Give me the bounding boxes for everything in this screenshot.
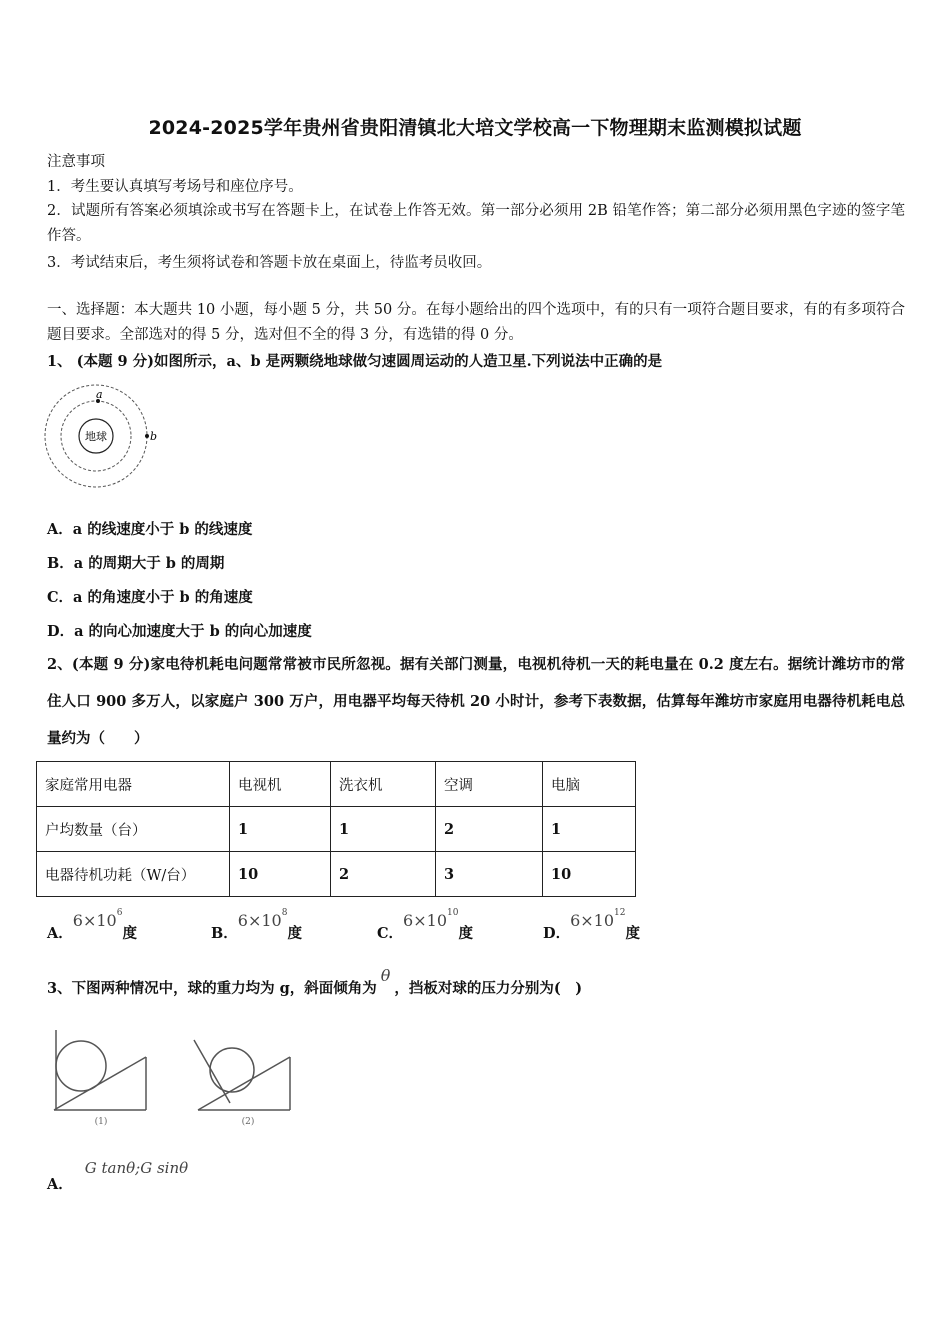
q3-option-a-formula: G tanθ;G sinθ — [84, 1159, 189, 1177]
question-3-stem: 3、下图两种情况中，球的重力均为 g，斜面倾角为θ，挡板对球的压力分别为( ) — [47, 966, 583, 997]
table-cell: 1 — [543, 807, 636, 852]
satellite-b — [145, 434, 149, 438]
table-cell: 1 — [230, 807, 331, 852]
appliance-standby-table — [36, 761, 636, 897]
theta-symbol: θ — [380, 966, 391, 985]
notice-heading: 注意事项 — [47, 154, 105, 170]
figure-1-vertical-board — [54, 1030, 146, 1127]
table-cell: 家庭常用电器 — [37, 762, 230, 807]
figure-1-label: (1) — [94, 1117, 108, 1127]
q1-option-d: D．a 的向心加速度大于 b 的向心加速度 — [47, 623, 312, 640]
table-cell: 1 — [331, 807, 436, 852]
q3-option-a: A．G tanθ;G sinθ — [47, 1159, 189, 1193]
notice-item-2: 2．试题所有答案必须填涂或书写在答题卡上，在试卷上作答无效。第一部分必须用 2B 铅笔作答；第二部分必须用黑色字迹的签字笔作答。 — [47, 203, 905, 244]
table-cell: 电器待机功耗（W/台） — [37, 852, 230, 897]
table-cell: 洗衣机 — [331, 762, 436, 807]
table-cell: 空调 — [436, 762, 543, 807]
table-cell: 户均数量（台） — [37, 807, 230, 852]
table-row — [37, 852, 636, 897]
question-1-stem: 1、 (本题 9 分)如图所示，a、b 是两颗绕地球做匀速圆周运动的人造卫星.下列说法中正确的是 — [47, 353, 663, 370]
earth-label: 地球 — [85, 430, 107, 443]
q1-option-a: A．a 的线速度小于 b 的线速度 — [47, 521, 253, 538]
q2-option-b: B．$6\times 10^8$度 — [211, 908, 302, 942]
table-cell: 3 — [436, 852, 543, 897]
q1-option-c: C．a 的角速度小于 b 的角速度 — [47, 589, 253, 606]
table-cell: 2 — [331, 852, 436, 897]
notice-item-1: 1．考生要认真填写考场号和座位序号。 — [47, 179, 303, 195]
q1-option-b: B．a 的周期大于 b 的周期 — [47, 555, 225, 572]
satellite-orbit-figure — [40, 384, 165, 488]
figure-2-label: (2) — [241, 1117, 255, 1127]
section-1-instructions: 一、选择题：本大题共 10 小题，每小题 5 分，共 50 分。在每小题给出的四个选项中，有的只有一项符合题目要求，有的有多项符合题目要求。全部选对的得 5 分，选对但不全的得 3 分，有选错的得 0 分。 — [47, 302, 905, 343]
q2-option-d: D．$6\times 10^{12}$度 — [543, 908, 640, 942]
q2-option-c: C．$6\times 10^{10}$度 — [377, 908, 473, 942]
table-cell: 10 — [543, 852, 636, 897]
notice-item-3: 3．考试结束后，考生须将试卷和答题卡放在桌面上，待监考员收回。 — [47, 255, 492, 271]
question-2-stem: 2、(本题 9 分)家电待机耗电问题常常被市民所忽视。据有关部门测量，电视机待机一天的耗电量在 0.2 度左右。据统计潍坊市的常住人口 900 多万人，以家庭户 300 万户，用电器平均每天待机 20 小时计，参考下表数据，估算每年潍坊市家庭用电器待机耗电总量约为（ ） — [47, 656, 905, 747]
table-cell: 10 — [230, 852, 331, 897]
inclined-plane-figures — [48, 1024, 298, 1132]
table-cell: 2 — [436, 807, 543, 852]
q2-option-a: A．$6\times 10^6$度 — [47, 908, 137, 942]
table-cell: 电脑 — [543, 762, 636, 807]
page-title: 2024-2025学年贵州省贵阳清镇北大培文学校高一下物理期末监测模拟试题 — [148, 117, 802, 139]
satellite-b-label: b — [150, 430, 158, 443]
figure-2-perpendicular-board — [194, 1040, 290, 1127]
table-row — [37, 807, 636, 852]
satellite-a-label: a — [96, 388, 103, 401]
table-row — [37, 762, 636, 807]
table-cell: 电视机 — [230, 762, 331, 807]
